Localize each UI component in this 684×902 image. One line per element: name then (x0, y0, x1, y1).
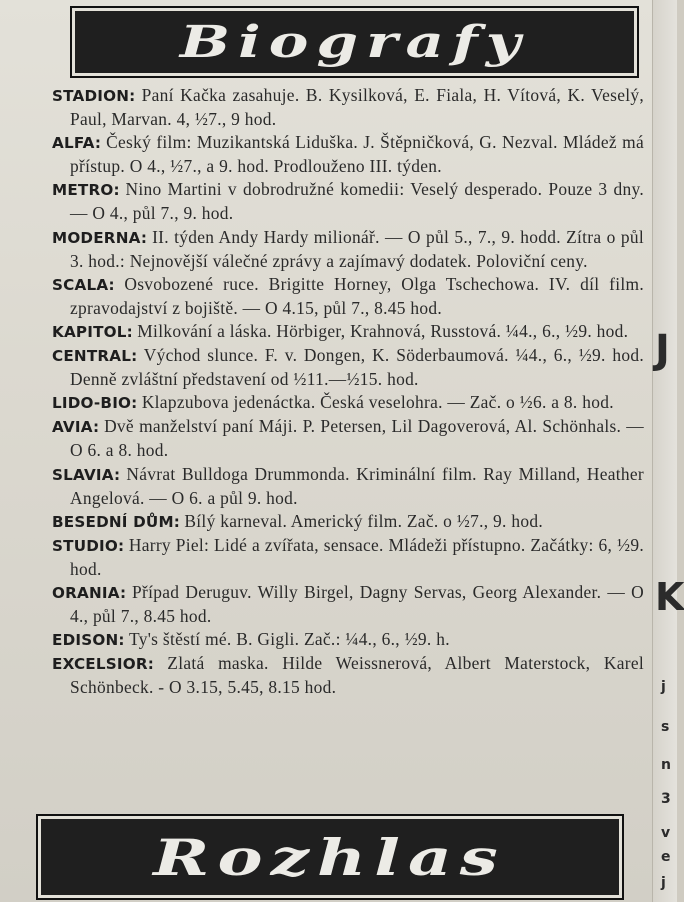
edge-letter: j (661, 875, 666, 891)
cinema-name: CENTRAL: (52, 347, 138, 366)
cinema-name: SCALA: (52, 275, 115, 294)
film-details: Bílý karneval. Americký film. Zač. o ½7., 9. hod. (184, 510, 543, 531)
cinema-name: AVIA: (52, 418, 100, 437)
cinema-listing (52, 131, 644, 178)
cinema-listing (52, 581, 644, 628)
cinema-listing (52, 344, 644, 391)
edge-letter: J (655, 327, 670, 373)
edge-letter: v (661, 825, 671, 841)
next-section-title: Rozhlas (153, 827, 507, 887)
edge-letter: 3 (661, 791, 671, 807)
film-details: Paní Kačka zasahuje. B. Kysilková, E. Fiala, H. Vítová, K. Veselý, Paul, Marvan. 4, ½7., 9 hod. (70, 85, 644, 130)
cinema-listing (52, 273, 644, 320)
film-details: Dvě manželství paní Máji. P. Petersen, Lil Dagoverová, Al. Schönhals. — O 6. a 8. hod. (70, 416, 644, 461)
film-details: Milkování a láska. Hörbiger, Krahnová, Russtová. ¼4., 6., ½9. hod. (137, 320, 629, 341)
film-details: Klapzubova jedenáctka. Česká veselohra. — Zač. o ½6. a 8. hod. (141, 392, 614, 413)
next-section-banner (36, 814, 624, 900)
cinema-name: BESEDNÍ DŮM: (52, 512, 181, 531)
cinema-listing (52, 178, 644, 225)
cinema-listing (52, 628, 644, 652)
cinema-name: METRO: (52, 181, 120, 200)
section-title: Biografy (180, 16, 529, 68)
film-details: Případ Deruguv. Willy Birgel, Dagny Servas, Georg Alexander. — O 4., půl 7., 8.45 hod. (70, 581, 644, 627)
film-details: Harry Piel: Lidé a zvířata, sensace. Mládeži přístupno. Začátky: 6, ½9. hod. (70, 534, 644, 579)
edge-letter: s (661, 719, 670, 735)
film-details: Osvobozené ruce. Brigitte Horney, Olga Tschechowa. IV. díl film. zpravodajství z bojiště. — O 4.15, půl 7., 8.45 hod. (70, 273, 644, 318)
cinema-name: ALFA: (52, 134, 102, 153)
cinema-name: SLAVIA: (52, 465, 121, 484)
cinema-listing (52, 415, 644, 462)
edge-letter: e (661, 849, 671, 865)
cinema-name: EXCELSIOR: (52, 655, 155, 674)
section-header-banner (70, 6, 639, 78)
cinema-name: STUDIO: (52, 536, 125, 555)
cinema-name: ORANIA: (52, 583, 127, 602)
cinema-name: EDISON: (52, 631, 125, 650)
film-details: Ty's štěstí mé. B. Gigli. Zač.: ¼4., 6., ½9. h. (129, 629, 450, 650)
film-details: Nino Martini v dobrodružné komedii: Veselý desperado. Pouze 3 dny. — O 4., půl 7., 9. hod. (70, 179, 644, 224)
film-details: Východ slunce. F. v. Dongen, K. Söderbaumová. ¼4., 6., ½9. hod. Denně zvláštní představení od ½11.—½15. hod. (70, 345, 644, 390)
edge-letter: K (655, 575, 684, 619)
adjacent-column-edge (652, 0, 684, 902)
cinema-listing (52, 652, 644, 699)
cinema-name: STADION: (52, 87, 136, 105)
cinema-listing (52, 320, 644, 344)
cinema-listing (52, 84, 644, 131)
film-details: II. týden Andy Hardy milionář. — O půl 5., 7., 9. hodd. Zítra o půl 3. hod.: Nejnovější válečné zprávy a zajímavý dodatek. Poloviční ceny. (70, 226, 644, 271)
film-details: Zlatá maska. Hilde Weissnerová, Albert Materstock, Karel Schönbeck. - O 3.15, 5.45, 8.15 hod. (70, 653, 644, 698)
film-details: Český film: Muzikantská Liduška. J. Štěpničková, G. Nezval. Mládež má přístup. O 4., ½7., a 9. hod. Prodlouženo III. týden. (70, 132, 644, 177)
cinema-listing (52, 226, 644, 273)
edge-letter: j (661, 679, 666, 695)
cinema-listing (52, 510, 644, 534)
film-details: Návrat Bulldoga Drummonda. Kriminální film. Ray Milland, Heather Angelová. — O 6. a půl 9. hod. (70, 463, 644, 508)
edge-letter: n (661, 757, 671, 773)
cinema-name: KAPITOL: (52, 322, 133, 341)
cinema-name: LIDO-BIO: (52, 394, 138, 413)
cinema-listing (52, 463, 644, 510)
cinema-listing (52, 391, 644, 415)
cinema-name: MODERNA: (52, 228, 148, 247)
cinema-listings (52, 84, 644, 699)
cinema-listing (52, 534, 644, 581)
